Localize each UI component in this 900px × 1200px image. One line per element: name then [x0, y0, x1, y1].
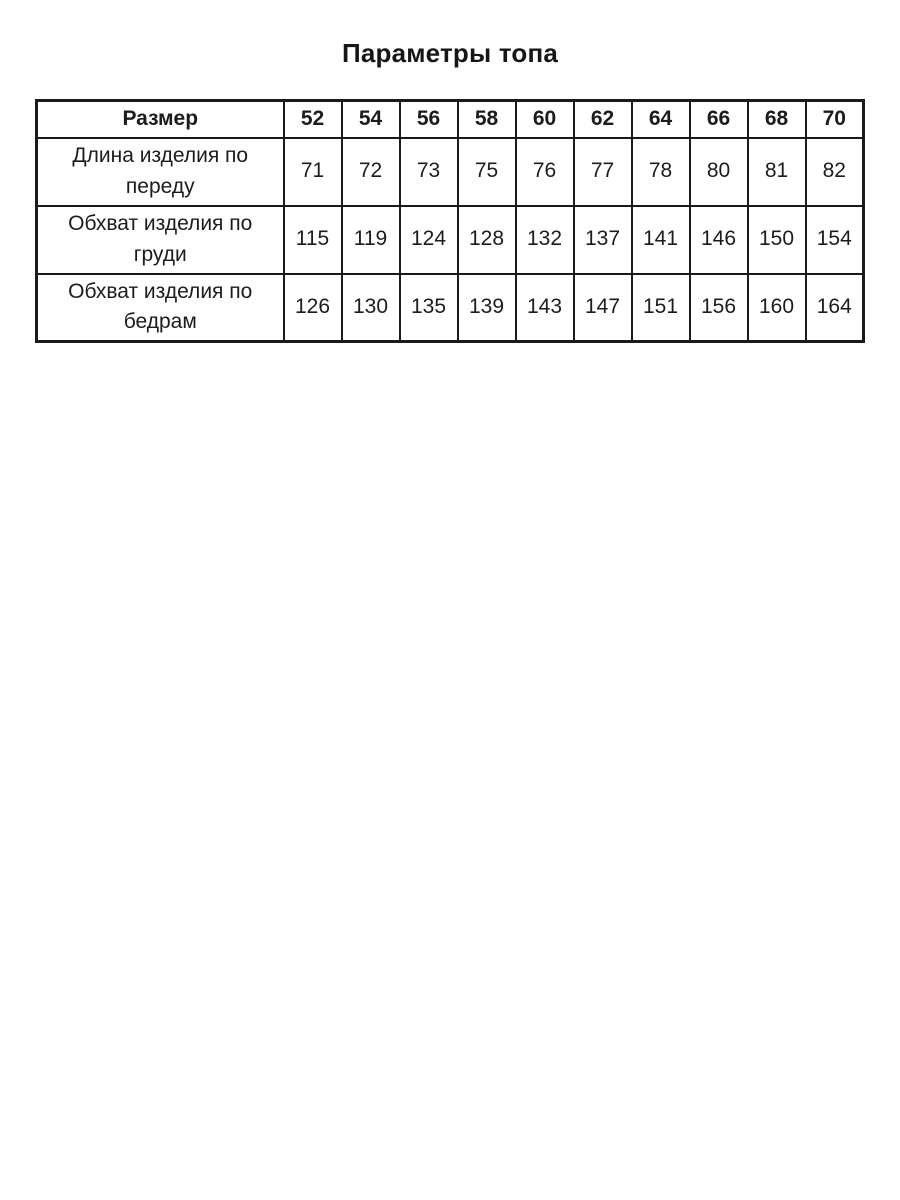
value-cell: 147 — [574, 274, 632, 342]
value-cell: 156 — [690, 274, 748, 342]
value-cell: 81 — [748, 138, 806, 206]
header-cell-size-54: 54 — [342, 101, 400, 138]
row-label: Длина изделия по переду — [37, 138, 284, 206]
header-cell-size-62: 62 — [574, 101, 632, 138]
row-label: Обхват изделия по груди — [37, 206, 284, 274]
row-label: Обхват изделия по бедрам — [37, 274, 284, 342]
header-cell-size-56: 56 — [400, 101, 458, 138]
value-cell: 78 — [632, 138, 690, 206]
table-row — [37, 274, 864, 342]
page-title: Параметры топа — [341, 38, 559, 68]
value-cell: 80 — [690, 138, 748, 206]
value-cell: 71 — [284, 138, 342, 206]
value-cell: 164 — [806, 274, 864, 342]
size-table — [35, 99, 865, 343]
header-cell-size-64: 64 — [632, 101, 690, 138]
value-cell: 135 — [400, 274, 458, 342]
value-cell: 124 — [400, 206, 458, 274]
value-cell: 154 — [806, 206, 864, 274]
value-cell: 126 — [284, 274, 342, 342]
value-cell: 128 — [458, 206, 516, 274]
header-cell-size-68: 68 — [748, 101, 806, 138]
value-cell: 76 — [516, 138, 574, 206]
value-cell: 141 — [632, 206, 690, 274]
value-cell: 132 — [516, 206, 574, 274]
table-row — [37, 138, 864, 206]
header-cell-size-66: 66 — [690, 101, 748, 138]
header-cell-size-label: Размер — [37, 101, 284, 138]
value-cell: 130 — [342, 274, 400, 342]
value-cell: 151 — [632, 274, 690, 342]
value-cell: 75 — [458, 138, 516, 206]
value-cell: 82 — [806, 138, 864, 206]
header-cell-size-70: 70 — [806, 101, 864, 138]
header-cell-size-60: 60 — [516, 101, 574, 138]
value-cell: 137 — [574, 206, 632, 274]
size-table-header — [37, 101, 864, 138]
value-cell: 72 — [342, 138, 400, 206]
value-cell: 73 — [400, 138, 458, 206]
size-table-body — [37, 138, 864, 342]
value-cell: 77 — [574, 138, 632, 206]
value-cell: 139 — [458, 274, 516, 342]
value-cell: 146 — [690, 206, 748, 274]
value-cell: 160 — [748, 274, 806, 342]
value-cell: 115 — [284, 206, 342, 274]
header-cell-size-52: 52 — [284, 101, 342, 138]
value-cell: 150 — [748, 206, 806, 274]
table-row — [37, 206, 864, 274]
header-cell-size-58: 58 — [458, 101, 516, 138]
header-row — [37, 101, 864, 138]
value-cell: 143 — [516, 274, 574, 342]
value-cell: 119 — [342, 206, 400, 274]
